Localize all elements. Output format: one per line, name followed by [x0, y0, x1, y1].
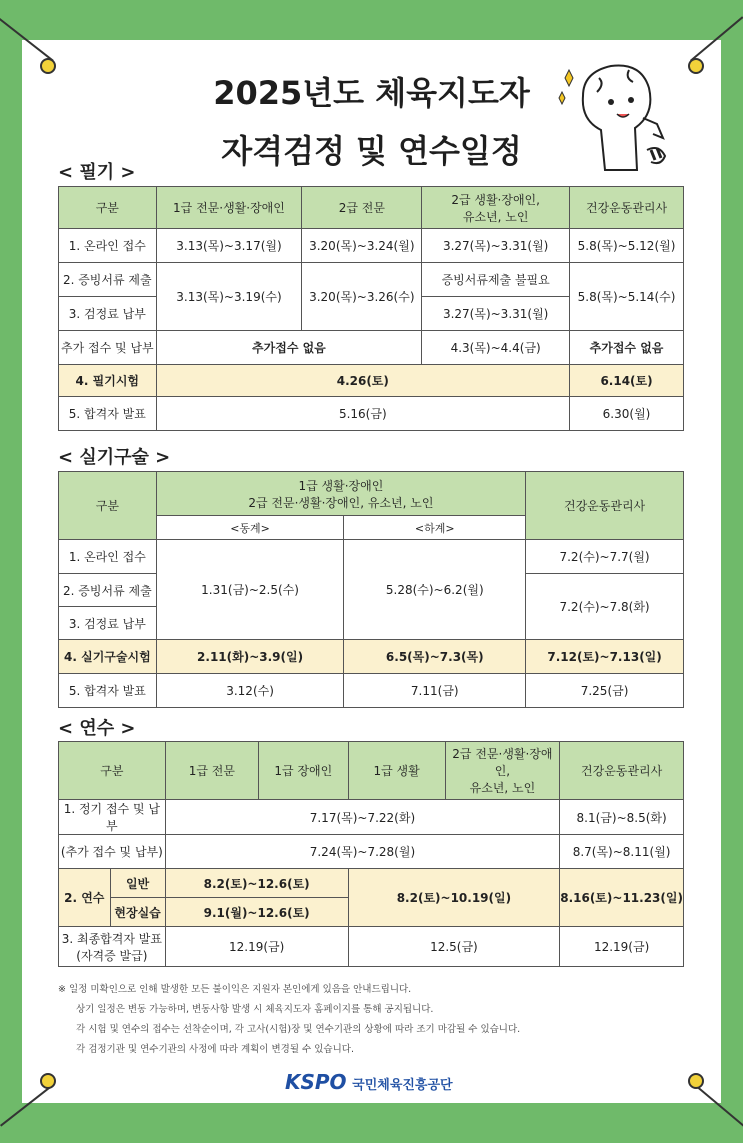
row-label: 2. 증빙서류 제출: [59, 574, 157, 607]
cell: 3.27(목)~3.31(월): [422, 229, 570, 263]
cell: 추가접수 없음: [570, 331, 684, 365]
row-label: 3. 검정료 납부: [59, 607, 157, 640]
row-label: 2. 증빙서류 제출: [59, 263, 157, 297]
pin-icon: [688, 1073, 704, 1089]
header-grade1-life: 1급 생활: [348, 742, 445, 800]
cell: 3.12(수): [156, 674, 344, 708]
cell: 12.5(금): [348, 927, 560, 967]
cell: 3.27(목)~3.31(월): [422, 297, 570, 331]
row-label: 1. 온라인 접수: [59, 229, 157, 263]
cell: 5.8(목)~5.12(월): [570, 229, 684, 263]
tiger-mascot-icon: [555, 58, 673, 176]
cell: 3.13(목)~3.17(월): [156, 229, 302, 263]
cell: 12.19(금): [165, 927, 348, 967]
cell: 9.1(월)~12.6(토): [165, 898, 348, 927]
cell: 1.31(금)~2.5(수): [156, 540, 344, 640]
cell: 8.7(목)~8.11(월): [560, 835, 684, 869]
header-category: 구분: [59, 472, 157, 540]
notes: [58, 980, 520, 1060]
header-category: 구분: [59, 187, 157, 229]
practical-exam-table: [58, 471, 684, 708]
row-label: 추가 접수 및 납부: [59, 331, 157, 365]
header-grades: 1급 생활·장애인 2급 전문·생활·장애인, 유소년, 노인: [156, 472, 525, 516]
header-health: 건강운동관리사: [560, 742, 684, 800]
note-line: 각 검정기관 및 연수기관의 사정에 따라 계획이 변경될 수 있습니다.: [76, 1044, 354, 1055]
cell: 6.14(토): [570, 365, 684, 397]
row-label: 3. 최종합격자 발표 (자격증 발급): [59, 927, 166, 967]
cell: 3.20(목)~3.24(월): [302, 229, 422, 263]
header-grade1-disabled: 1급 장애인: [259, 742, 349, 800]
cell: 4.3(목)~4.4(금): [422, 331, 570, 365]
row-label: 5. 합격자 발표: [59, 674, 157, 708]
cell: 3.13(목)~3.19(수): [156, 263, 302, 331]
subheader-winter: <동계>: [156, 516, 344, 540]
cell: 7.11(금): [344, 674, 526, 708]
cell: 12.19(금): [560, 927, 684, 967]
header-grade2-life: 2급 생활·장애인, 유소년, 노인: [422, 187, 570, 229]
row-label: (추가 접수 및 납부): [59, 835, 166, 869]
subheader-summer: <하계>: [344, 516, 526, 540]
cell: 8.2(토)~10.19(일): [348, 869, 560, 927]
pin-icon: [40, 1073, 56, 1089]
cell: 증빙서류제출 불필요: [422, 263, 570, 297]
section-title-training: < 연수 >: [58, 718, 136, 739]
header-health: 건강운동관리사: [526, 472, 684, 540]
section-title-written: < 필기 >: [58, 162, 136, 183]
note-line: 상기 일정은 변동 가능하며, 변동사항 발생 시 체육지도자 홈페이지를 통해 공지됩니다.: [76, 1004, 434, 1015]
header-health: 건강운동관리사: [570, 187, 684, 229]
note-line: 각 시험 및 연수의 접수는 선착순이며, 각 고사(시험)장 및 연수기관의 상황에 따라 조기 마감될 수 있습니다.: [76, 1024, 521, 1035]
header-grade1-pro: 1급 전문: [165, 742, 258, 800]
header-grade2: 2급 전문·생활·장애인, 유소년, 노인: [445, 742, 560, 800]
row-label: 4. 실기구술시험: [59, 640, 157, 674]
row-label: 1. 정기 접수 및 납부: [59, 800, 166, 835]
cell: 8.16(토)~11.23(일): [560, 869, 684, 927]
header-category: 구분: [59, 742, 166, 800]
row-label: 5. 합격자 발표: [59, 397, 157, 431]
header-grade1: 1급 전문·생활·장애인: [156, 187, 302, 229]
cell: 7.2(수)~7.7(월): [526, 540, 684, 574]
header-grade2-pro: 2급 전문: [302, 187, 422, 229]
written-exam-table: [58, 186, 684, 431]
cell: 4.26(토): [156, 365, 569, 397]
row-label: 1. 온라인 접수: [59, 540, 157, 574]
row-label: 4. 필기시험: [59, 365, 157, 397]
row-sublabel: 일반: [110, 869, 165, 898]
cell: 8.2(토)~12.6(토): [165, 869, 348, 898]
cell: 7.17(목)~7.22(화): [165, 800, 560, 835]
cell: 6.30(월): [570, 397, 684, 431]
cell: 5.28(수)~6.2(월): [344, 540, 526, 640]
row-label: 2. 연수: [59, 869, 111, 927]
page-title-line1: 2025년도 체육지도자: [213, 74, 530, 112]
cell: 7.2(수)~7.8(화): [526, 574, 684, 640]
cell: 3.20(목)~3.26(수): [302, 263, 422, 331]
section-title-practical: < 실기구술 >: [58, 447, 171, 468]
cell: 추가접수 없음: [156, 331, 422, 365]
logo-org: 국민체육진흥공단: [352, 1078, 453, 1093]
training-table: [58, 741, 684, 967]
cell: 8.1(금)~8.5(화): [560, 800, 684, 835]
cell: 5.16(금): [156, 397, 569, 431]
cell: 7.24(목)~7.28(월): [165, 835, 560, 869]
cell: 2.11(화)~3.9(일): [156, 640, 344, 674]
cell: 7.12(토)~7.13(일): [526, 640, 684, 674]
note-line: ※ 일정 미확인으로 인해 발생한 모든 불이익은 지원자 본인에게 있음을 안내드립니다.: [58, 984, 412, 995]
cell: 6.5(목)~7.3(목): [344, 640, 526, 674]
row-label: 3. 검정료 납부: [59, 297, 157, 331]
logo-brand: KSPO: [285, 1070, 347, 1094]
row-sublabel: 현장실습: [110, 898, 165, 927]
cell: 5.8(목)~5.14(수): [570, 263, 684, 331]
page-title-line2: 자격검정 및 연수일정: [221, 132, 522, 170]
cell: 7.25(금): [526, 674, 684, 708]
kspo-logo: [285, 1070, 453, 1094]
